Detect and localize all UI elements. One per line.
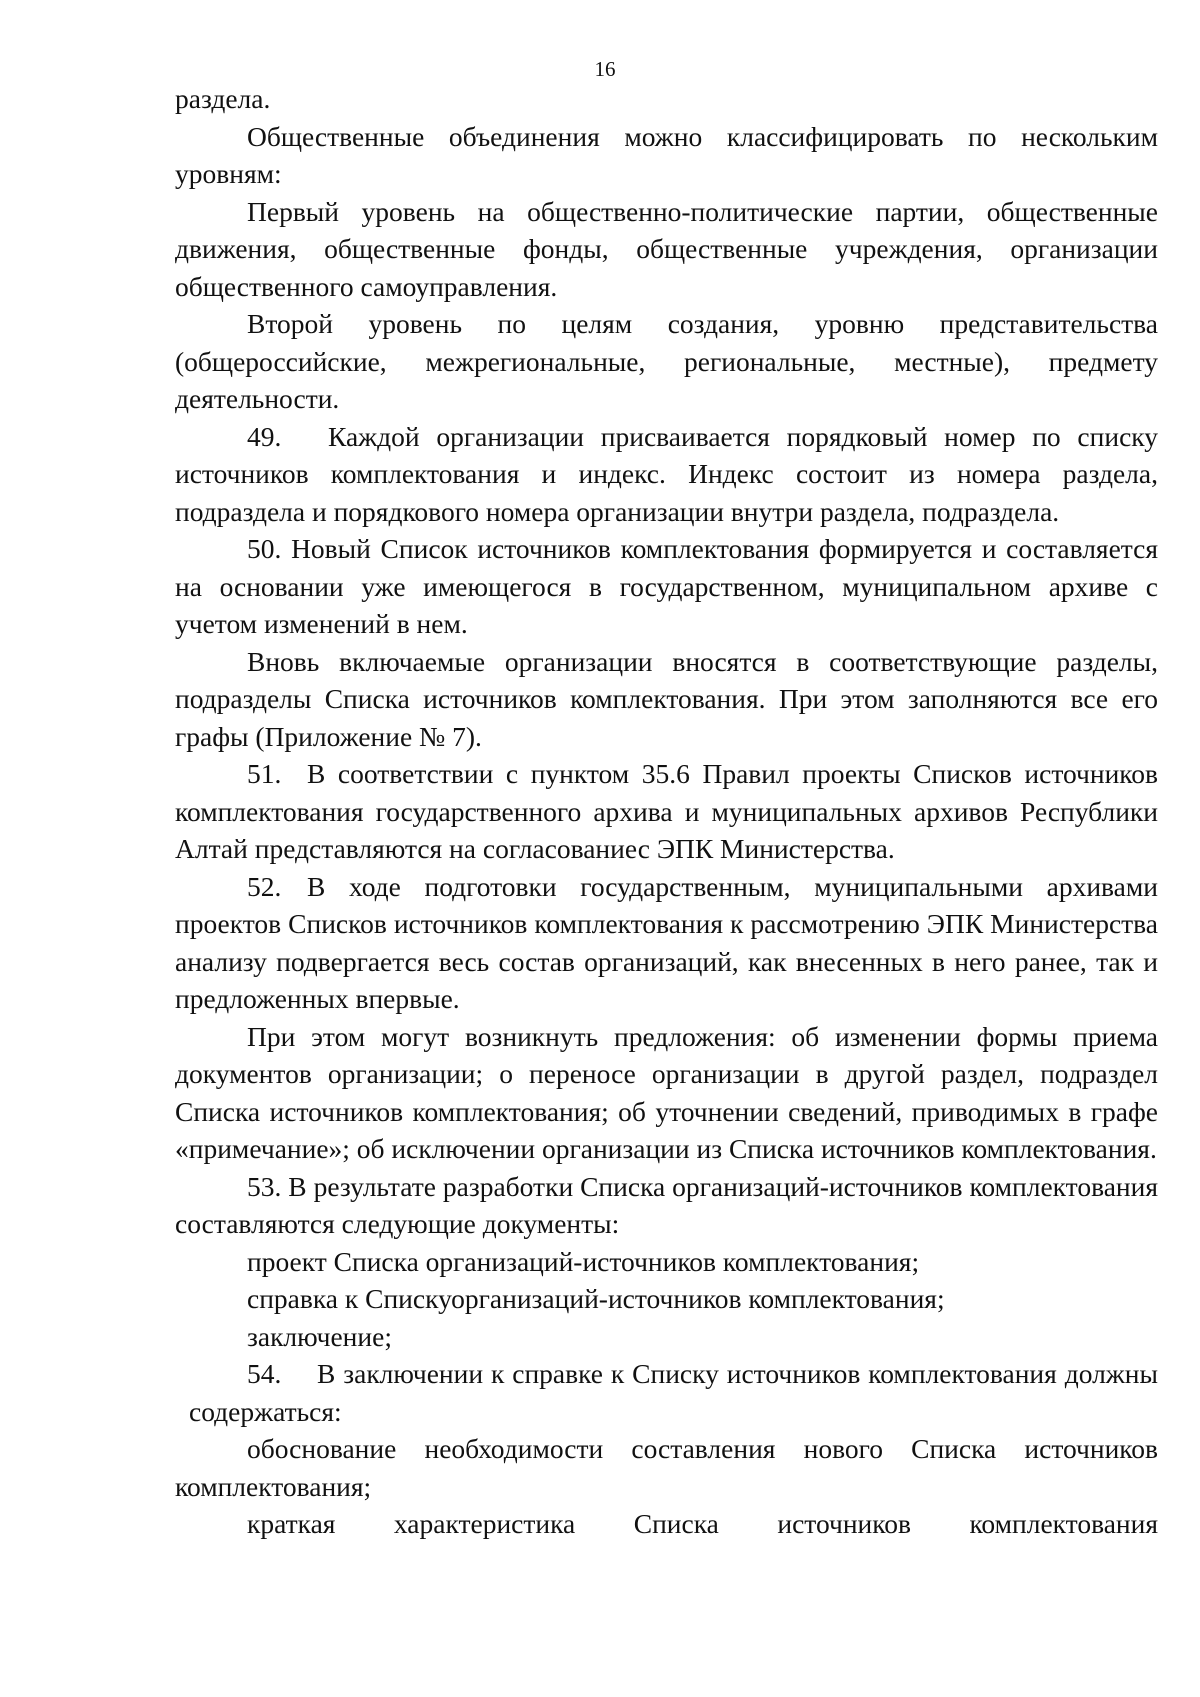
paragraph-item-49 [175,418,1158,531]
item-52-text: В ходе подготовки государственным, муниципальными архивами проектов Списков источников комплектования к рассмотрению ЭПК Министерства анализу подвергается весь состав организаций, как внесенных в него ранее, так и предложенных впервые. [175,870,1158,1014]
paragraph-proposals: При этом могут возникнуть предложения: об изменении формы приема документов организации; о переносе организации в другой раздел, подраздел Списка источников комплектования; об уточнении сведений, приводимых в графе «примечание»; об исключении организации из Списка источников комплектования. [175,1020,1158,1164]
paragraph-item-52 [175,868,1158,1018]
page-number: 16 [594,57,616,81]
item-number-49: 49. [247,420,282,452]
paragraph-item-53: 53. В результате разработки Списка организаций-источников комплектования составляются следующие документы: [175,1170,1158,1239]
paragraph-brief-characteristic: краткая характеристика Списка источников комплектования [247,1508,1158,1539]
paragraph-new-organizations: Вновь включаемые организации вносятся в соответствующие разделы, подразделы Списка источников комплектования. При этом заполняются все его графы (Приложение № 7). [175,645,1158,752]
paragraph-item-51 [175,755,1158,868]
item-51-text: В соответствии с пунктом 35.6 Правил проекты Списков источников комплектования государственного архива и муниципальных архивов Республики Алтай представляются на согласованиес ЭПК Министерства. [175,758,1158,864]
paragraph-justification: обоснование необходимости составления нового Списка источников комплектования; [175,1433,1158,1502]
list-item-project: проект Списка организаций-источников комплектования; [247,1245,920,1277]
item-number-51: 51. [247,758,282,789]
document-body [175,80,1158,1543]
item-number-54: 54. [247,1358,282,1389]
item-54-text: В заключении к справке к Списку источников комплектования должны содержаться: [189,1358,1158,1427]
paragraph-continuation: раздела. [175,83,271,114]
paragraph-first-level: Первый уровень на общественно-политические партии, общественные движения, общественные фонды, общественные учреждения, организации общественного самоуправления. [175,195,1158,302]
paragraph-item-54 [175,1355,1158,1430]
paragraph-item-50: 50. Новый Список источников комплектования формируется и составляется на основании уже имеющегося в государственном, муниципальном архиве с учетом изменений в нем. [175,533,1158,639]
paragraph-classification: Общественные объединения можно классифицировать по нескольким уровням: [175,120,1158,189]
item-number-52: 52. [247,870,282,902]
list-item-conclusion: заключение; [247,1320,392,1352]
paragraph-second-level: Второй уровень по целям создания, уровню представительства (общероссийские, межрегиональные, региональные, местные), предмету деятельности. [175,308,1158,414]
list-item-reference: справка к Спискуорганизаций-источников комплектования; [247,1283,945,1314]
item-49-text: Каждой организации присваивается порядковый номер по списку источников комплектования и индекс. Индекс состоит из номера раздела, подраздела и порядкового номера организации внутри раздела, подраздела. [175,420,1158,527]
